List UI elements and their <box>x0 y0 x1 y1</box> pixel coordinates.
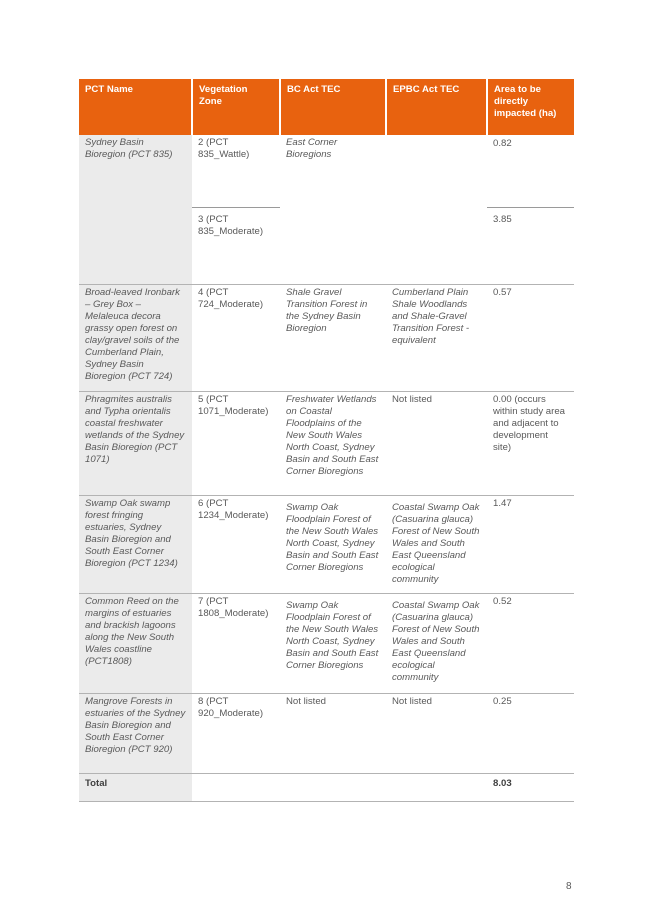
table-row <box>79 694 574 774</box>
cell-pct-name: Broad-leaved Ironbark – Grey Box – Melaleuca decora grassy open forest on clay/gravel soils of the Cumberland Plain, Sydney Basin Bioregion (PCT 724) <box>79 285 192 392</box>
cell-area-group <box>487 135 574 285</box>
vegetation-impact-table <box>79 79 574 802</box>
cell-pct-name: Sydney Basin Bioregion (PCT 835) <box>79 135 192 285</box>
total-row <box>79 774 574 802</box>
cell-zone: 6 (PCT 1234_Moderate) <box>192 496 280 594</box>
table-row <box>79 594 574 694</box>
table-header-row <box>79 79 574 135</box>
cell-area: 0.57 <box>487 285 574 392</box>
table-row <box>79 135 574 285</box>
cell-area: 0.52 <box>487 594 574 694</box>
cell-zone-sub: 3 (PCT 835_Moderate) <box>198 214 264 237</box>
cell-area-sub: 0.82 <box>487 135 574 208</box>
cell-bc-tec: Not listed <box>280 694 386 774</box>
header-area-impacted: Area to be directly impacted (ha) <box>487 79 574 135</box>
cell-area-sub: 3.85 <box>493 214 512 225</box>
cell-pct-name: Common Reed on the margins of estuaries and brackish lagoons along the New South Wales coastline (PCT1808) <box>79 594 192 694</box>
cell-epbc-tec: Coastal Swamp Oak (Casuarina glauca) Forest of New South Wales and South East Queensland ecological community <box>386 496 487 594</box>
table-row <box>79 496 574 594</box>
total-label: Total <box>79 774 192 802</box>
header-pct-name: PCT Name <box>79 79 192 135</box>
cell-zone: 5 (PCT 1071_Moderate) <box>192 392 280 496</box>
cell-bc-tec: Swamp Oak Floodplain Forest of the New South Wales North Coast, Sydney Basin and South East Corner Bioregions <box>280 496 386 594</box>
table-row <box>79 285 574 392</box>
total-empty-cell <box>386 774 487 802</box>
cell-epbc-tec: Not listed <box>386 392 487 496</box>
cell-pct-name: Phragmites australis and Typha orientalis coastal freshwater wetlands of the Sydney Basin Bioregion (PCT 1071) <box>79 392 192 496</box>
table-row <box>79 392 574 496</box>
page-number: 8 <box>566 881 572 892</box>
cell-bc-tec: Swamp Oak Floodplain Forest of the New South Wales North Coast, Sydney Basin and South East Corner Bioregions <box>280 594 386 694</box>
cell-pct-name: Swamp Oak swamp forest fringing estuaries, Sydney Basin Bioregion and South East Corner Bioregion (PCT 1234) <box>79 496 192 594</box>
cell-area: 0.00 (occurs within study area and adjacent to development site) <box>487 392 574 496</box>
cell-area: 1.47 <box>487 496 574 594</box>
total-empty-cell <box>192 774 280 802</box>
cell-epbc-tec: Cumberland Plain Shale Woodlands and Shale-Gravel Transition Forest - equivalent <box>386 285 487 392</box>
cell-bc-tec: Freshwater Wetlands on Coastal Floodplains of the New South Wales North Coast, Sydney Basin and South East Corner Bioregions <box>280 392 386 496</box>
header-epbc-act-tec: EPBC Act TEC <box>386 79 487 135</box>
total-value: 8.03 <box>487 774 574 802</box>
cell-bc-tec: Shale Gravel Transition Forest in the Sydney Basin Bioregion <box>280 285 386 392</box>
cell-zone: 7 (PCT 1808_Moderate) <box>192 594 280 694</box>
header-bc-act-tec: BC Act TEC <box>280 79 386 135</box>
cell-zone: 8 (PCT 920_Moderate) <box>192 694 280 774</box>
total-empty-cell <box>280 774 386 802</box>
vegetation-impact-table-container <box>79 79 574 802</box>
cell-area: 0.25 <box>487 694 574 774</box>
cell-epbc-tec: Coastal Swamp Oak (Casuarina glauca) Forest of New South Wales and South East Queensland ecological community <box>386 594 487 694</box>
cell-zone-group <box>192 135 280 285</box>
cell-epbc-tec: Not listed <box>386 694 487 774</box>
cell-zone-sub: 2 (PCT 835_Wattle) <box>192 135 280 208</box>
cell-bc-tec: East Corner Bioregions <box>280 135 386 285</box>
header-vegetation-zone: Vegetation Zone <box>192 79 280 135</box>
cell-pct-name: Mangrove Forests in estuaries of the Sydney Basin Bioregion and South East Corner Bioregion (PCT 920) <box>79 694 192 774</box>
cell-epbc-tec <box>386 135 487 285</box>
cell-zone: 4 (PCT 724_Moderate) <box>192 285 280 392</box>
